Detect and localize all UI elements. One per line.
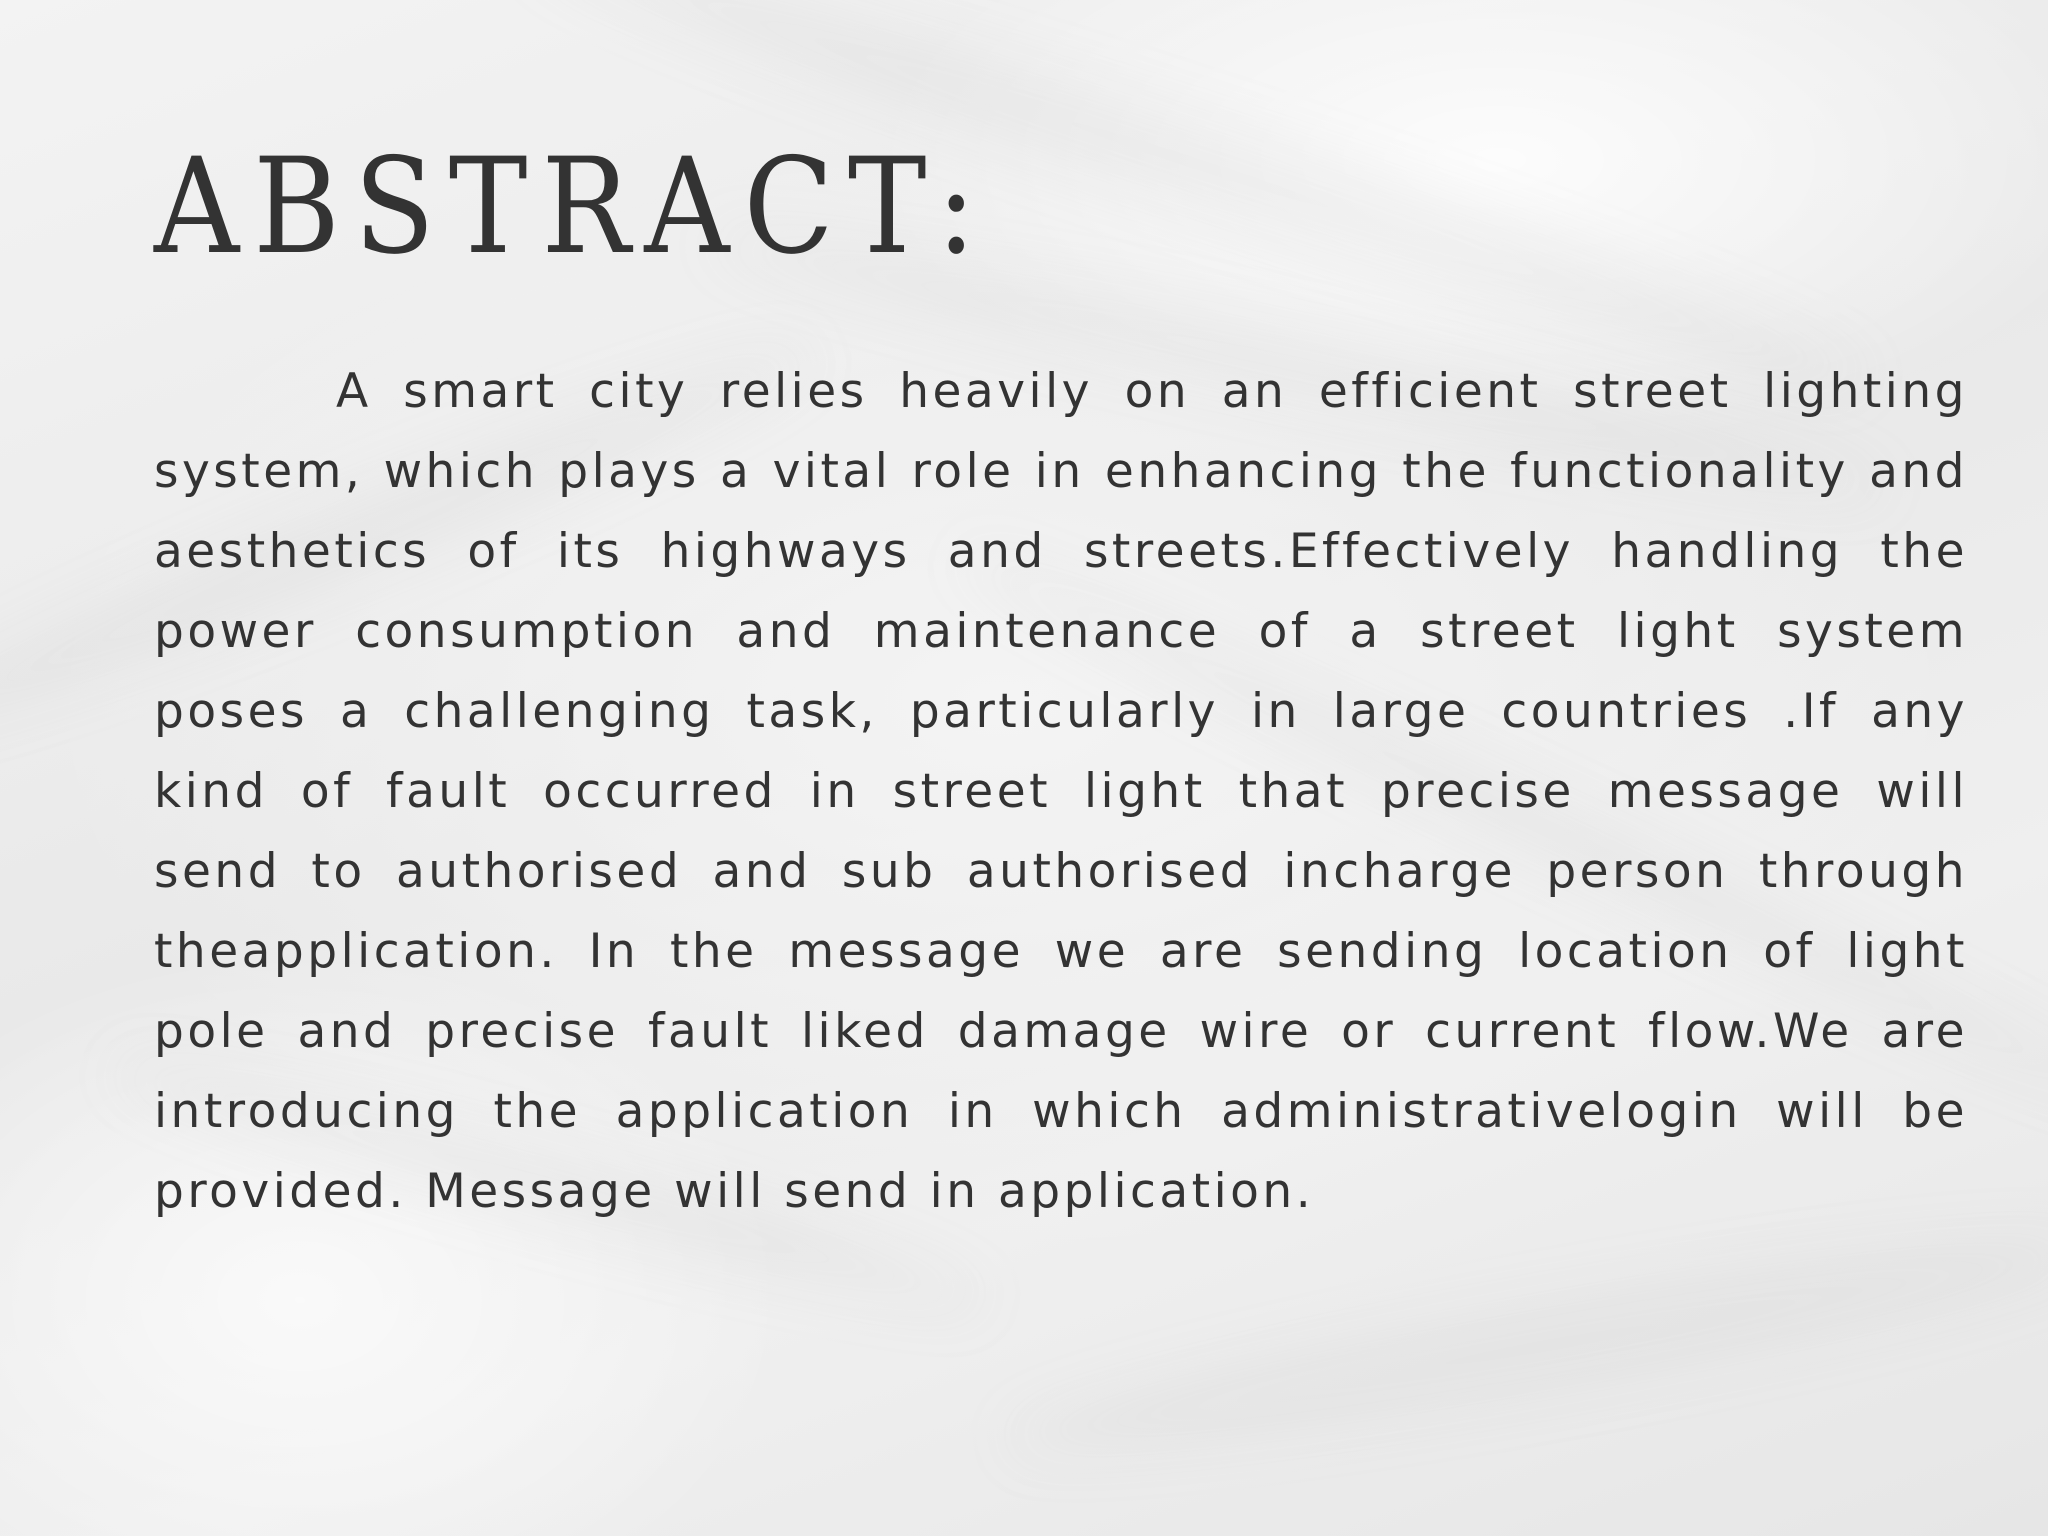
abstract-paragraph: A smart city relies heavily on an efficient street lighting system, which plays a vital role in enhancing the functionality and aesthetics of its highways and streets.Effectively handling the power consumption and maintenance of a street light system poses a challenging task, particularly in large countries .If any kind of fault occurred in street light that precise message will send to authorised and sub authorised incharge person through theapplication. In the message we are sending location of light pole and precise fault liked damage wire or current flow.We are introducing the application in which administrativelogin will be provided. Message will send in application. xyxy=(154,364,1968,1219)
leaf-shadow xyxy=(1001,1205,2048,1485)
page-title: ABSTRACT: xyxy=(154,128,991,284)
